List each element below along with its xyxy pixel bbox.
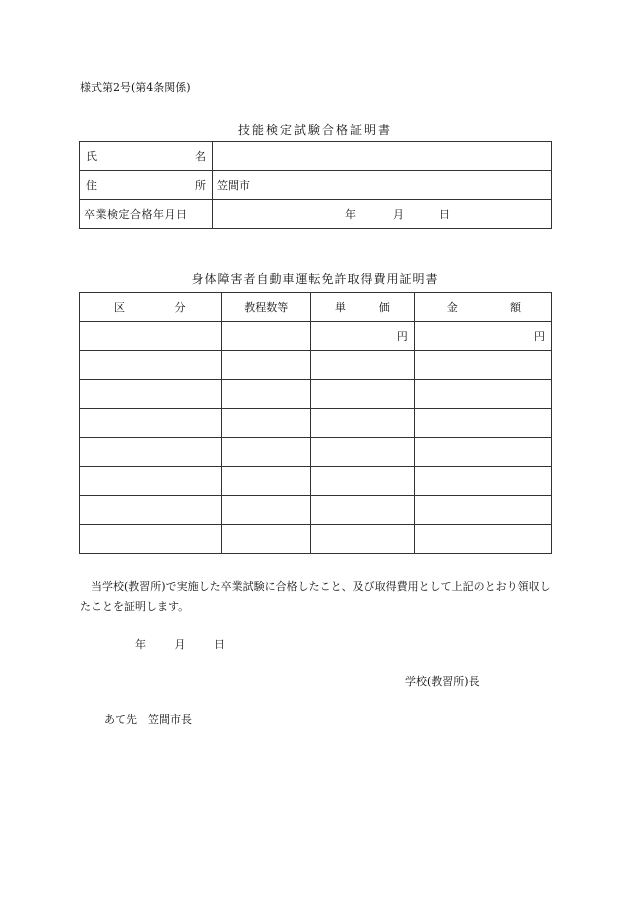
- address-label-cell: [80, 171, 213, 200]
- category-cell[interactable]: [80, 409, 222, 438]
- table-row: [80, 351, 552, 380]
- expense-certificate-title: 身体障害者自動車運転免許取得費用証明書: [191, 272, 439, 286]
- amount-cell[interactable]: [414, 322, 551, 351]
- unit-price-cell[interactable]: [311, 322, 415, 351]
- header-category-part2: 分: [174, 301, 186, 314]
- unit-price-cell[interactable]: [311, 380, 415, 409]
- amount-cell[interactable]: [414, 409, 551, 438]
- certification-statement: [80, 577, 555, 617]
- table-row: [80, 467, 552, 496]
- category-cell[interactable]: [80, 438, 222, 467]
- amount-cell[interactable]: [414, 467, 551, 496]
- header-unit-price: [311, 293, 415, 322]
- pass-date-value-cell[interactable]: [213, 200, 552, 229]
- table-row: [80, 496, 552, 525]
- header-course: [222, 293, 311, 322]
- amount-cell[interactable]: [414, 351, 551, 380]
- course-cell[interactable]: [222, 496, 311, 525]
- category-cell[interactable]: [80, 467, 222, 496]
- unit-price-cell[interactable]: [311, 438, 415, 467]
- unit-price-cell[interactable]: [311, 496, 415, 525]
- issue-day-unit: 日: [214, 638, 225, 651]
- pass-date-label: 卒業検定合格年月日: [84, 208, 188, 221]
- table-row: [80, 322, 552, 351]
- header-amount-part2: 額: [510, 301, 521, 314]
- statement-text: 当学校(教習所)で実施した卒業試験に合格したこと、及び取得費用として上記のとおり領収したことを証明します。: [80, 580, 551, 613]
- category-cell[interactable]: [80, 380, 222, 409]
- category-cell[interactable]: [80, 525, 222, 554]
- pass-date-label-cell: [80, 200, 213, 229]
- category-cell[interactable]: [80, 322, 222, 351]
- table-row: [80, 525, 552, 554]
- unit-price-cell[interactable]: [311, 525, 415, 554]
- month-unit: 月: [393, 208, 404, 221]
- yen-unit: 円: [534, 330, 545, 343]
- unit-price-cell[interactable]: [311, 409, 415, 438]
- header-category-part1: 区: [114, 301, 125, 314]
- amount-cell[interactable]: [414, 438, 551, 467]
- amount-cell[interactable]: [414, 525, 551, 554]
- issue-year-unit: 年: [135, 638, 146, 651]
- table-row: [80, 438, 552, 467]
- expense-header-row: [80, 293, 552, 322]
- address-value: 笠間市: [217, 179, 250, 192]
- name-value-cell[interactable]: [213, 142, 552, 171]
- addressee: あて先 笠間市長: [104, 713, 192, 726]
- address-label-part2: 所: [195, 179, 206, 192]
- name-label-cell: [80, 142, 213, 171]
- table-row: [80, 380, 552, 409]
- form-number: 様式第2号(第4条関係): [80, 81, 191, 94]
- amount-cell[interactable]: [414, 496, 551, 525]
- address-value-cell[interactable]: [213, 171, 552, 200]
- course-cell[interactable]: [222, 409, 311, 438]
- unit-price-cell[interactable]: [311, 351, 415, 380]
- name-label-part2: 名: [195, 150, 206, 163]
- header-amount-part1: 金: [446, 301, 458, 314]
- amount-cell[interactable]: [414, 380, 551, 409]
- table-row: [80, 409, 552, 438]
- issue-date: [135, 636, 225, 652]
- course-cell[interactable]: [222, 380, 311, 409]
- certificate-title: 技能検定試験合格証明書: [237, 123, 392, 137]
- course-cell[interactable]: [222, 438, 311, 467]
- pass-date-row: [80, 200, 552, 229]
- course-cell[interactable]: [222, 351, 311, 380]
- header-unit-price-part2: 価: [378, 301, 390, 314]
- address-row: [80, 171, 552, 200]
- header-category: [80, 293, 222, 322]
- issue-month-unit: 月: [174, 638, 186, 651]
- category-cell[interactable]: [80, 496, 222, 525]
- category-cell[interactable]: [80, 351, 222, 380]
- expense-table: [79, 292, 552, 554]
- name-label-part1: 氏: [86, 150, 97, 163]
- header-course-label: 教程数等: [244, 301, 289, 314]
- exam-info-table: [79, 141, 552, 229]
- header-unit-price-part1: 単: [335, 301, 347, 314]
- address-label-part1: 住: [86, 179, 97, 192]
- header-amount: [414, 293, 551, 322]
- yen-unit: 円: [396, 330, 408, 343]
- course-cell[interactable]: [222, 322, 311, 351]
- unit-price-cell[interactable]: [311, 467, 415, 496]
- name-row: [80, 142, 552, 171]
- course-cell[interactable]: [222, 467, 311, 496]
- year-unit: 年: [345, 208, 356, 221]
- course-cell[interactable]: [222, 525, 311, 554]
- school-head-signature: 学校(教習所)長: [405, 675, 480, 688]
- day-unit: 日: [439, 208, 450, 221]
